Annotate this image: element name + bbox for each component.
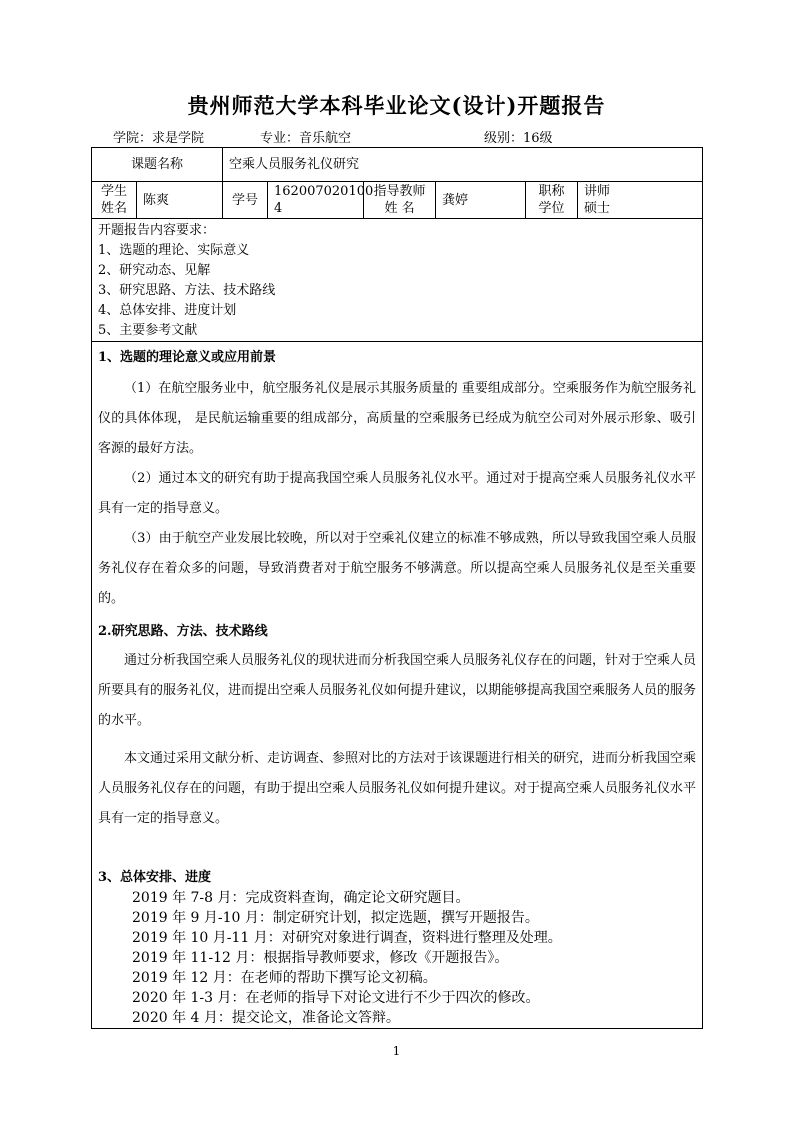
schedule-item: 2020 年 4 月：提交论文，准备论文答辩。 [132, 1010, 400, 1026]
section2-paragraph: 通过分析我国空乘人员服务礼仪的现状进而分析我国空乘人员服务礼仪存在的问题，针对于空乘人员所要具有的服务礼仪，进而提出空乘人员服务礼仪如何提升建议，以期能够提高我国空乘服务人员的服务的水平。 [98, 653, 697, 728]
student-name-label: 学生 姓名 [92, 182, 137, 219]
requirement-item: 5、主要参考文献 [98, 323, 198, 338]
section1-paragraph: （3）由于航空产业发展比较晚，所以对于空乘礼仪建立的标准不够成熟，所以导致我国空乘人员服务礼仪存在着众多的问题，导致消费者对于航空服务不够满意。所以提高空乘人员服务礼仪是至关重要的。 [98, 531, 697, 606]
student-id: 162007020100 4 [268, 182, 364, 219]
college-label: 学院：求是学院 [113, 131, 205, 146]
rank-degree-label: 职称 学位 [526, 182, 578, 219]
schedule-item: 2020 年 1-3 月：在老师的指导下对论文进行不少于四次的修改。 [132, 990, 540, 1006]
requirement-item: 2、研究动态、见解 [98, 263, 211, 278]
topic-value: 空乘人员服务礼仪研究 [223, 148, 703, 182]
content-row [92, 342, 703, 1029]
student-name: 陈爽 [137, 182, 223, 219]
schedule-item: 2019 年 10 月-11 月：对研究对象进行调查，资料进行整理及处理。 [132, 930, 562, 946]
requirements-heading: 开题报告内容要求： [98, 223, 216, 238]
schedule-item: 2019 年 11-12 月：根据指导教师要求，修改《开题报告》。 [132, 950, 509, 966]
requirement-item: 3、研究思路、方法、技术路线 [98, 283, 276, 298]
content-cell [92, 342, 703, 1029]
student-row [92, 182, 703, 219]
requirement-item: 1、选题的理论、实际意义 [98, 243, 250, 258]
section1-heading: 1、选题的理论意义或应用前景 [98, 350, 277, 365]
section1-paragraph: （1）在航空服务业中，航空服务礼仪是展示其服务质量的 重要组成部分。空乘服务作为航空服务礼仪的具体体现， 是民航运输重要的组成部分，高质量的空乘服务已经成为航空公司对外展示形象、吸引客源的最好方法。 [98, 381, 697, 456]
grade-label: 级别：16级 [484, 131, 553, 146]
schedule-item: 2019 年 7-8 月：完成资料查询，确定论文研究题目。 [132, 890, 470, 906]
requirement-item: 4、总体安排、进度计划 [98, 303, 237, 318]
schedule-item: 2019 年 9 月-10 月：制定研究计划，拟定选题，撰写开题报告。 [132, 910, 539, 926]
rank-degree-value: 讲师 硕士 [578, 182, 703, 219]
topic-row [92, 148, 703, 182]
requirements-row [92, 219, 703, 342]
section3-heading: 3、总体安排、进度 [98, 870, 212, 885]
advisor-name: 龚婷 [436, 182, 526, 219]
section2-paragraph: 本文通过采用文献分析、走访调查、参照对比的方法对于该课题进行相关的研究，进而分析我国空乘人员服务礼仪存在的问题，有助于提出空乘人员服务礼仪如何提升建议。对于提高空乘人员服务礼仪水平具有一定的指导意义。 [98, 751, 697, 826]
proposal-table [91, 147, 703, 1029]
page-number: 1 [392, 1044, 401, 1058]
schedule-item: 2019 年 12 月：在老师的帮助下撰写论文初稿。 [132, 970, 437, 986]
student-id-label: 学号 [223, 182, 268, 219]
major-label: 专业：音乐航空 [260, 131, 352, 146]
report-title: 贵州师范大学本科毕业论文(设计)开题报告 [187, 93, 606, 118]
section1-paragraph: （2）通过本文的研究有助于提高我国空乘人员服务礼仪水平。通过对于提高空乘人员服务礼仪水平具有一定的指导意义。 [98, 471, 697, 516]
section2-heading: 2.研究思路、方法、技术路线 [98, 624, 268, 639]
requirements-cell [92, 219, 703, 342]
topic-label: 课题名称 [92, 148, 223, 182]
advisor-label: 指导教师 姓 名 [364, 182, 436, 219]
